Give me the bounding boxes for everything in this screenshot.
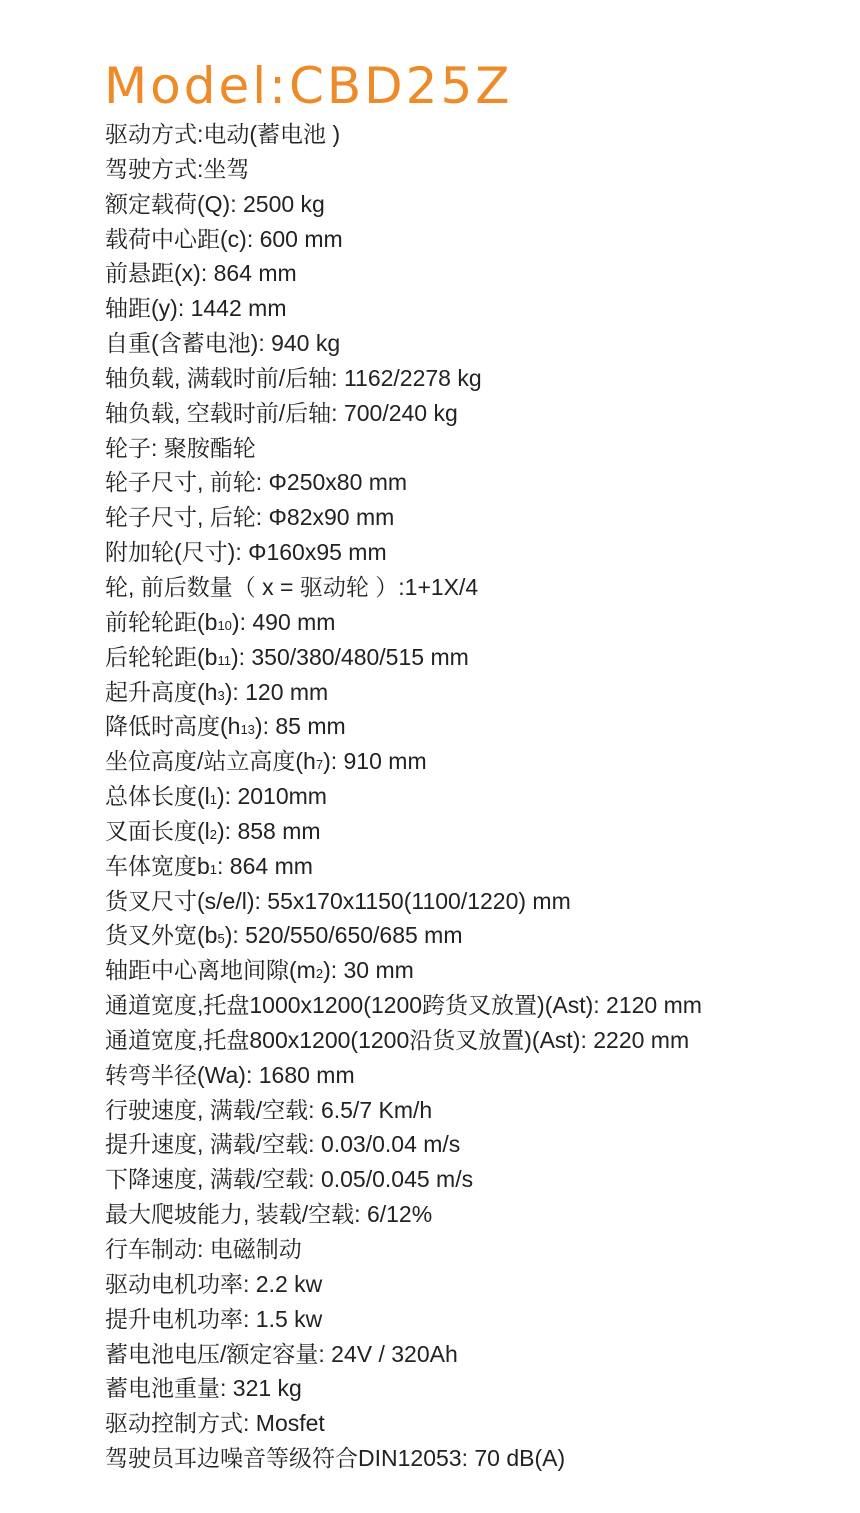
spec-text: 轴距中心离地间隙(m — [105, 957, 316, 984]
spec-line: 蓄电池重量: 321 kg — [105, 1375, 302, 1402]
spec-list — [105, 117, 702, 1476]
spec-subscript: 1 — [209, 792, 218, 808]
spec-text: ): 858 mm — [217, 817, 321, 844]
spec-subscript: 5 — [217, 931, 225, 947]
spec-line: 附加轮(尺寸): Φ160x95 mm — [105, 539, 387, 566]
spec-line: 额定载荷(Q): 2500 kg — [105, 190, 325, 217]
spec-line: 最大爬坡能力, 装载/空载: 6/12% — [105, 1201, 433, 1228]
spec-subscript: 11 — [217, 652, 231, 668]
spec-line: 驾驶员耳边噪音等级符合DIN12053: 70 dB(A) — [105, 1445, 566, 1472]
spec-line: 驱动控制方式: Mosfet — [105, 1410, 325, 1437]
spec-text: 车体宽度b — [105, 852, 210, 879]
spec-text: ): 350/380/480/515 mm — [230, 643, 469, 670]
spec-line: 下降速度, 满载/空载: 0.05/0.045 m/s — [105, 1166, 474, 1193]
spec-text: 总体长度(l — [105, 783, 210, 810]
spec-text: 前轮轮距(b — [105, 608, 218, 635]
spec-line: 自重(含蓄电池): 940 kg — [105, 330, 341, 357]
spec-line: 转弯半径(Wa): 1680 mm — [105, 1061, 355, 1088]
spec-line: 货叉尺寸(s/e/l): 55x170x1150(1100/1220) mm — [105, 887, 571, 914]
spec-line — [105, 709, 702, 744]
spec-line: 驱动方式:电动(蓄电池 ) — [105, 121, 341, 147]
spec-line: 前悬距(x): 864 mm — [105, 260, 297, 287]
spec-line: 驾驶方式:坐驾 — [105, 155, 250, 182]
spec-line — [105, 814, 702, 849]
spec-subscript: 7 — [315, 757, 324, 773]
spec-line — [105, 779, 702, 814]
spec-subscript: 3 — [217, 687, 225, 703]
spec-line: 轴负载, 满载时前/后轴: 1162/2278 kg — [105, 364, 482, 391]
spec-line: 提升电机功率: 1.5 kw — [105, 1305, 323, 1332]
spec-line — [105, 744, 702, 779]
spec-text: : 864 mm — [217, 852, 313, 879]
spec-text: 货叉外宽(b — [105, 922, 218, 949]
spec-text: ): 490 mm — [231, 608, 336, 635]
spec-line — [105, 640, 702, 675]
spec-line: 驱动电机功率: 2.2 kw — [105, 1270, 323, 1297]
spec-text: ): 910 mm — [323, 748, 427, 775]
spec-text: 起升高度(h — [105, 678, 218, 705]
spec-line: 轮子尺寸, 前轮: Φ250x80 mm — [105, 469, 408, 496]
spec-line: 轮, 前后数量（ x = 驱动轮 ）:1+1X/4 — [105, 573, 479, 600]
spec-subscript: 1 — [209, 861, 218, 877]
spec-line: 蓄电池电压/额定容量: 24V / 320Ah — [105, 1340, 458, 1367]
spec-subscript: 10 — [217, 617, 232, 633]
spec-line: 载荷中心距(c): 600 mm — [105, 225, 343, 252]
model-title: Model:CBD25Z — [104, 57, 513, 115]
spec-text: 叉面长度(l — [105, 817, 210, 844]
spec-line: 轴负载, 空载时前/后轴: 700/240 kg — [105, 399, 458, 426]
spec-text: 坐位高度/站立高度(h — [105, 748, 316, 775]
spec-line — [105, 605, 702, 640]
spec-line: 轴距(y): 1442 mm — [105, 295, 287, 322]
spec-line — [105, 675, 702, 710]
spec-text: ): 520/550/650/685 mm — [224, 922, 463, 949]
spec-line — [105, 953, 702, 988]
spec-text: ): 85 mm — [254, 713, 346, 740]
spec-line: 行驶速度, 满载/空载: 6.5/7 Km/h — [105, 1096, 433, 1123]
spec-line: 通道宽度,托盘1000x1200(1200跨货叉放置)(Ast): 2120 mm — [105, 992, 702, 1019]
spec-text: 降低时高度(h — [105, 713, 241, 740]
spec-line: 通道宽度,托盘800x1200(1200沿货叉放置)(Ast): 2220 mm — [105, 1026, 690, 1053]
spec-text: ): 30 mm — [323, 957, 414, 984]
spec-text: ): 120 mm — [224, 678, 329, 705]
spec-line — [105, 849, 702, 884]
spec-subscript: 2 — [315, 966, 324, 982]
spec-line: 行车制动: 电磁制动 — [105, 1236, 302, 1262]
spec-subscript: 2 — [209, 826, 218, 842]
spec-line: 提升速度, 满载/空载: 0.03/0.04 m/s — [105, 1131, 461, 1158]
spec-line: 轮子: 聚胺酯轮 — [105, 434, 256, 461]
spec-line — [105, 918, 702, 953]
spec-text: 后轮轮距(b — [105, 643, 218, 670]
spec-line: 轮子尺寸, 后轮: Φ82x90 mm — [105, 504, 395, 531]
spec-subscript: 13 — [240, 722, 255, 738]
spec-text: ): 2010mm — [217, 783, 327, 810]
